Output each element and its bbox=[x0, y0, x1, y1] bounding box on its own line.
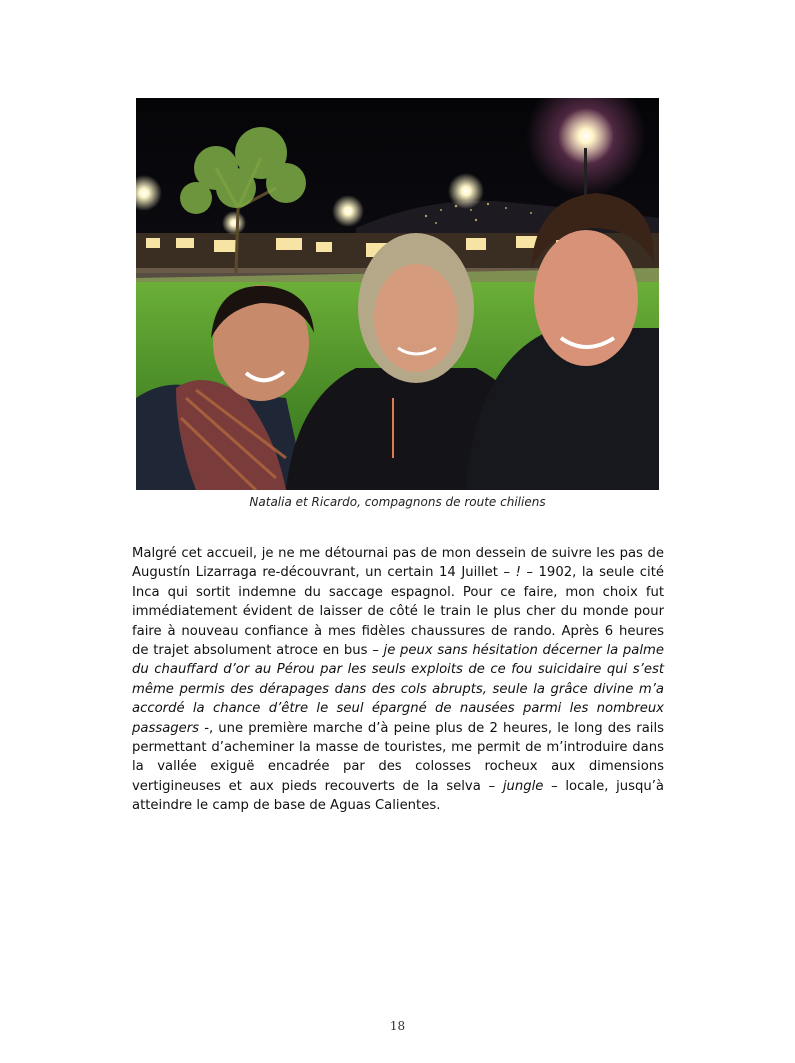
body-paragraph bbox=[132, 544, 664, 816]
paragraph-text-1: Malgré cet accueil, je ne me détournai pas de mon dessein de suivre les pas de Augustín Lizarraga re-découvrant, un certain 14 Juillet – bbox=[132, 546, 664, 581]
photo-caption: Natalia et Ricardo, compagnons de route chiliens bbox=[249, 495, 546, 509]
paragraph-emphasis-3: jungle bbox=[502, 778, 544, 794]
paragraph-emphasis-1: ! bbox=[515, 565, 521, 581]
paragraph-text-2: – 1902, la seule cité Inca qui sortit indemne du saccage espagnol. Pour ce faire, mon choix fut immédiatement évident de laisser de côté le train le plus cher du monde pour faire à nouveau confiance à mes fidèles chaussures de rando. Après 6 heures de trajet absolument atroce en bus – bbox=[132, 565, 664, 659]
page-number: 18 bbox=[389, 1019, 406, 1033]
paragraph-text-4: – locale, jusqu’à atteindre le camp de base de Aguas Calientes. bbox=[132, 778, 664, 814]
paragraph-emphasis-2: je peux sans hésitation décerner la palme du chauffard d’or au Pérou par les seuls exploits de ce fou suicidaire qui s’est même permis des dérapages dans des cols abrupts, seule la grâce divine m’a accordé la chance d’être le seul épargné de nausées parmi les nombreux passagers - bbox=[132, 643, 664, 736]
paragraph-text-3: , une première marche d’à peine plus de 2 heures, le long des rails permettant d’acheminer la masse de touristes, me permit de m’introduire dans la vallée exiguë encadrée par des colosses rocheux aux dimensions vertigineuses et aux pieds recouverts de la selva – bbox=[132, 720, 664, 794]
photo-three-friends-night-plaza bbox=[136, 98, 659, 490]
